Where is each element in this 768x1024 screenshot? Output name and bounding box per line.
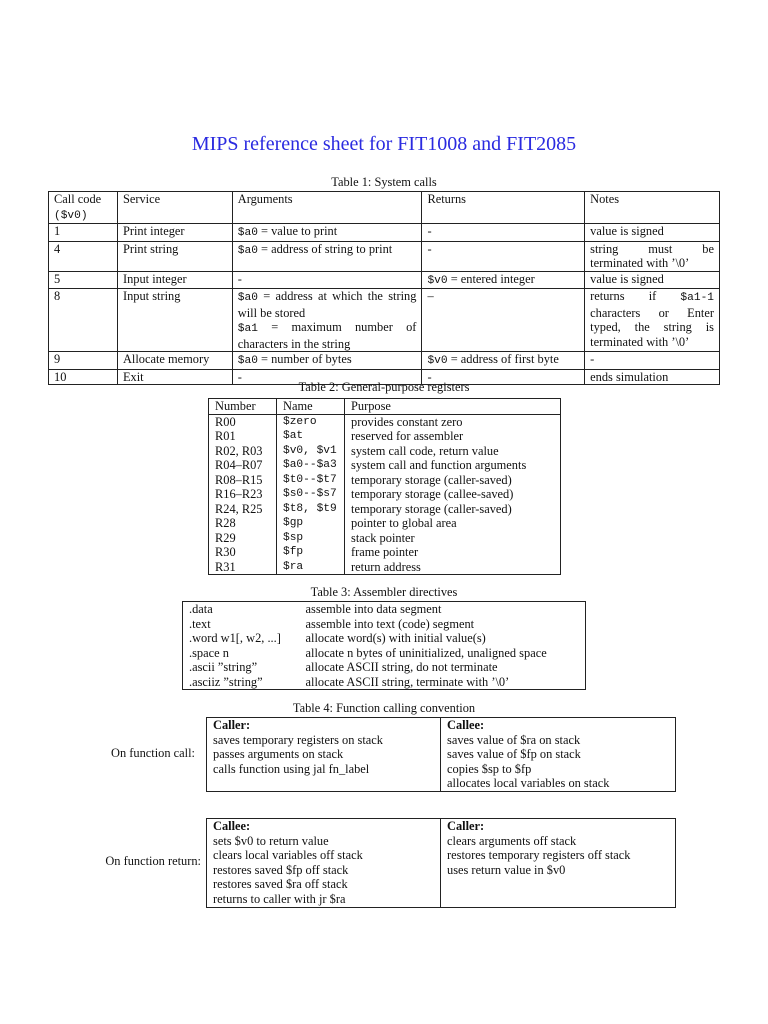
table-row: .space n allocate n bytes of uninitialized, unaligned space: [189, 645, 547, 660]
table2-caption: Table 2: General-purpose registers: [298, 380, 470, 394]
table-row: R00 $zero provides constant zero: [209, 414, 561, 429]
on-function-return-label: On function return:: [105, 854, 201, 868]
table3-caption: Table 3: Assembler directives: [310, 585, 458, 599]
header-service: Service: [117, 192, 232, 224]
table-row: .ascii ”string” allocate ASCII string, do not terminate: [189, 660, 498, 674]
table-row: 9 Allocate memory $a0 = number of bytes $v0 = address of first byte -: [49, 352, 720, 370]
table-row: [207, 819, 676, 908]
table-row: R31 $ra return address: [209, 560, 561, 575]
registers-table: [208, 398, 561, 575]
table4-caption: Table 4: Function calling convention: [292, 701, 476, 715]
table-row: 10 Exit - - ends simulation: [49, 369, 720, 385]
page-title: MIPS reference sheet for FIT1008 and FIT2085: [191, 133, 577, 155]
table-row: .text assemble into text (code) segment: [189, 616, 475, 631]
table-row: R24, R25 $t8, $t9 temporary storage (caller-saved): [209, 502, 561, 517]
table-row: R01 $at reserved for assembler: [209, 429, 561, 444]
table-row: 8 Input string $a0 = address at which the string will be stored $a1 = maximum number of characters in the string – returns if $a1-1 characters or Enter typed, the string is terminated with ’\0’: [49, 289, 720, 352]
table-row: R28 $gp pointer to global area: [209, 516, 561, 531]
table-row: R08–R15 $t0--$t7 temporary storage (caller-saved): [209, 473, 561, 488]
table-row: 4 Print string $a0 = address of string to print - string must be terminated with ’\0’: [49, 241, 720, 271]
table-header-row: [49, 192, 720, 224]
function-call-table: [206, 717, 676, 792]
return-callee-cell: Callee: sets $v0 to return value clears local variables off stack restores saved $fp off stack restores saved $ra off stack returns to caller with jr $ra: [207, 819, 441, 908]
table-row: R16–R23 $s0--$s7 temporary storage (callee-saved): [209, 487, 561, 502]
function-return-table: [206, 818, 676, 908]
table-row: R04–R07 $a0--$a3 system call and function arguments: [209, 458, 561, 473]
table-row: [207, 718, 676, 792]
table-row: 5 Input integer - $v0 = entered integer value is signed: [49, 271, 720, 289]
table-row: R30 $fp frame pointer: [209, 545, 561, 560]
table-row: R29 $sp stack pointer: [209, 531, 561, 546]
call-callee-cell: Callee: saves value of $ra on stack saves value of $fp on stack copies $sp to $fp allocates local variables on stack: [447, 718, 610, 790]
table-row: R02, R03 $v0, $v1 system call code, return value: [209, 444, 561, 459]
header-notes: Notes: [585, 192, 720, 224]
table-row: 1 Print integer $a0 = value to print - value is signed: [49, 224, 720, 242]
table-row: .data assemble into data segment: [189, 602, 442, 616]
header-arguments: Arguments: [232, 192, 422, 224]
table-row: .word w1[, w2, ...] allocate word(s) with initial value(s): [189, 631, 486, 645]
header-call-code: Call code ($v0): [49, 192, 118, 224]
header-returns: Returns: [422, 192, 585, 224]
call-caller-cell: Caller: saves temporary registers on stack passes arguments on stack calls function using jal fn_label: [207, 718, 441, 792]
system-calls-table: [48, 191, 720, 385]
directives-table: [182, 601, 586, 690]
table-header-row: Number Name Purpose: [209, 399, 561, 415]
on-function-call-label: On function call:: [111, 746, 195, 760]
table1-caption: Table 1: System calls: [331, 175, 437, 189]
return-caller-cell: Caller: clears arguments off stack restores temporary registers off stack uses return value in $v0: [447, 819, 631, 877]
table-row: .asciiz ”string” allocate ASCII string, terminate with ’\0’: [189, 674, 510, 689]
